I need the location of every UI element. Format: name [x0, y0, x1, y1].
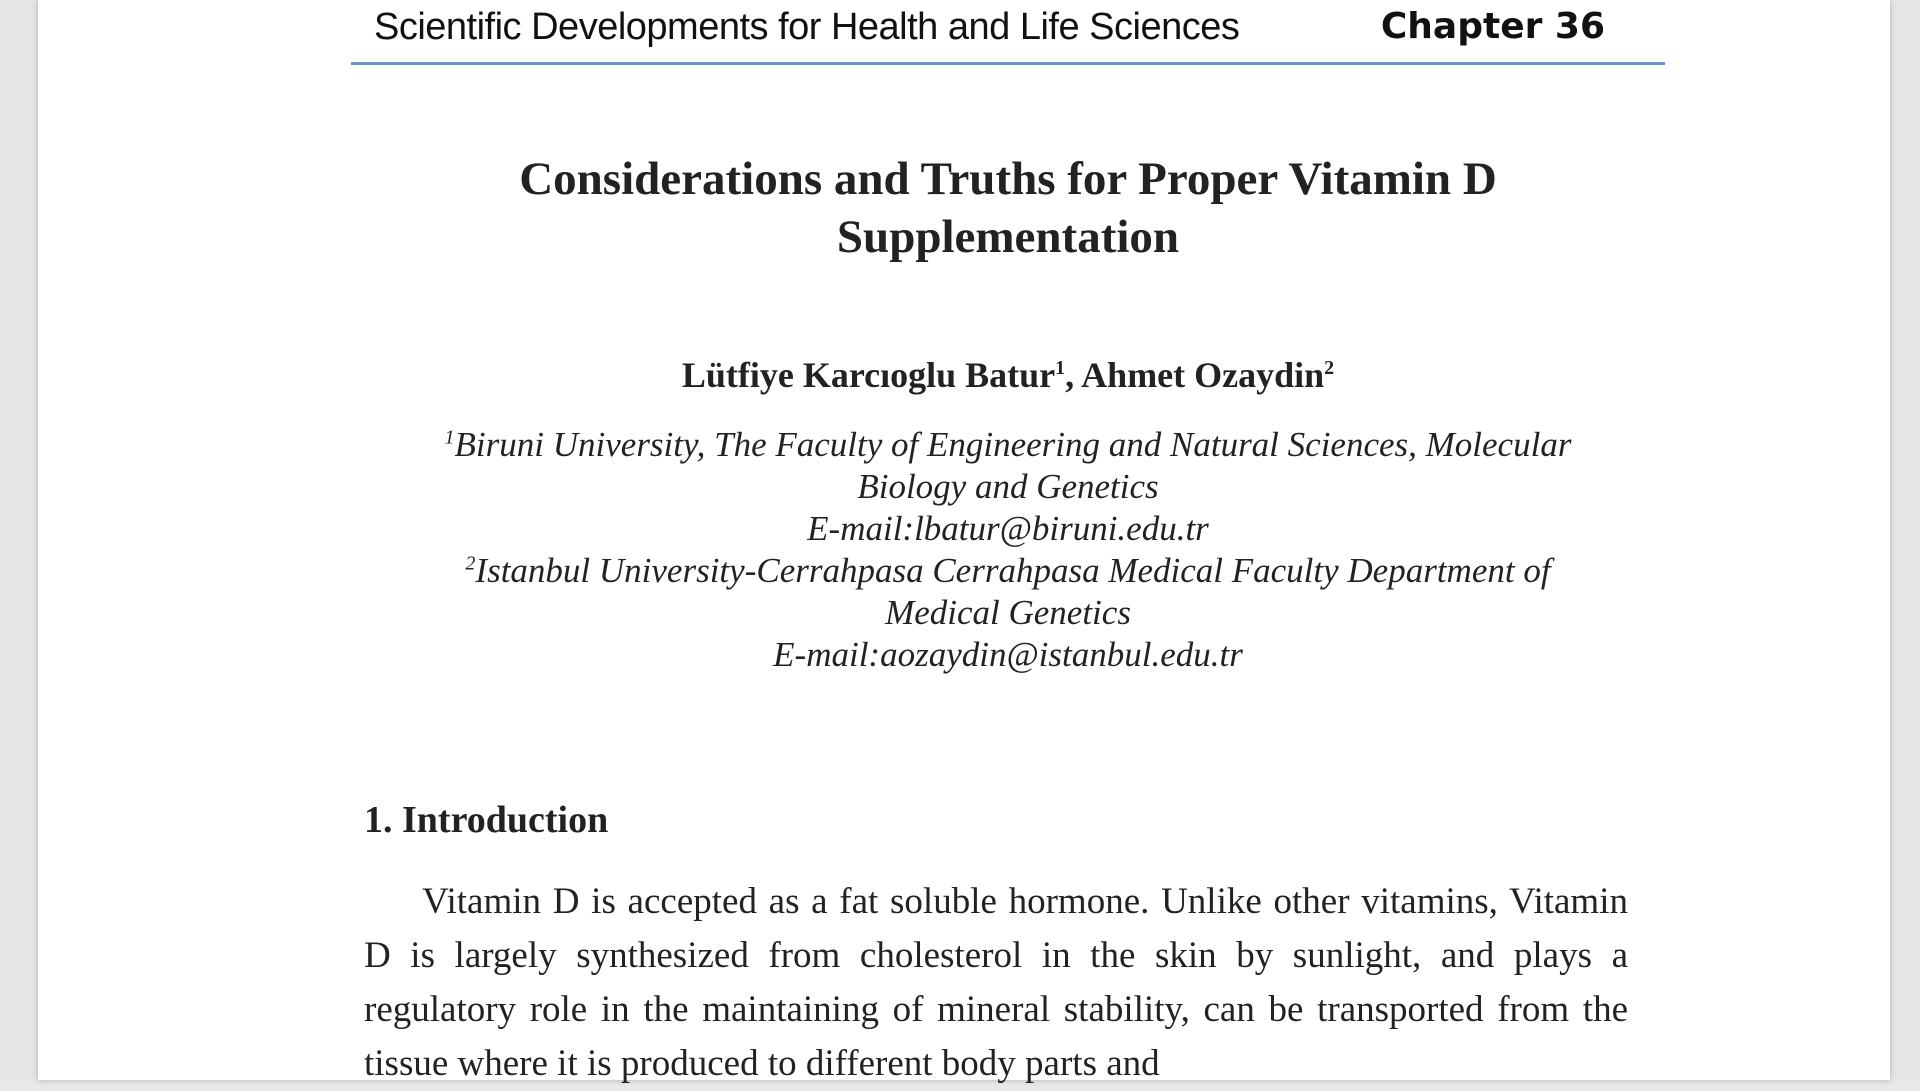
affiliation-2-mark: 2 [465, 552, 476, 575]
affiliation-2-line-2: Medical Genetics [885, 593, 1131, 632]
affiliation-2 [351, 550, 1665, 634]
affiliation-1-mark: 1 [444, 426, 455, 449]
author-2: Ahmet Ozaydin [1081, 355, 1325, 395]
title-line-2: Supplementation [836, 211, 1180, 263]
introduction-paragraph: Vitamin D is accepted as a fat soluble hormone. Unlike other vitamins, Vitamin D is largely synthesized from cholesterol in the skin by sunlight, and plays a regulatory role in the maintaining of mineral stability, can be transported from the tissue where it is produced to different body parts and [364, 881, 1628, 1084]
section-heading-introduction: 1. Introduction [364, 799, 609, 841]
chapter-number: Chapter 36 [1380, 6, 1605, 47]
paper-title [351, 150, 1665, 266]
affiliation-2-email[interactable]: E-mail:aozaydin@istanbul.edu.tr [773, 635, 1243, 674]
author-1-affil-mark: 1 [1055, 357, 1066, 379]
journal-name: Scientific Developments for Health and Life Sciences [374, 6, 1240, 48]
running-header [351, 0, 1665, 65]
title-line-1: Considerations and Truths for Proper Vitamin D [519, 153, 1497, 205]
affiliation-1 [351, 424, 1665, 508]
author-list [351, 354, 1665, 396]
affiliation-1-line-2: Biology and Genetics [857, 467, 1159, 506]
affiliation-1-email[interactable]: E-mail:lbatur@biruni.edu.tr [807, 509, 1209, 548]
affiliation-1-line-1: Biruni University, The Faculty of Engineering and Natural Sciences, Molecular [454, 425, 1572, 464]
author-2-affil-mark: 2 [1324, 357, 1335, 379]
author-separator: , [1065, 355, 1082, 395]
pdf-page[interactable] [38, 0, 1890, 1084]
affiliation-2-line-1: Istanbul University-Cerrahpasa Cerrahpasa Medical Faculty Department of [475, 551, 1551, 590]
author-1: Lütfiye Karcıoglu Batur [681, 355, 1056, 395]
